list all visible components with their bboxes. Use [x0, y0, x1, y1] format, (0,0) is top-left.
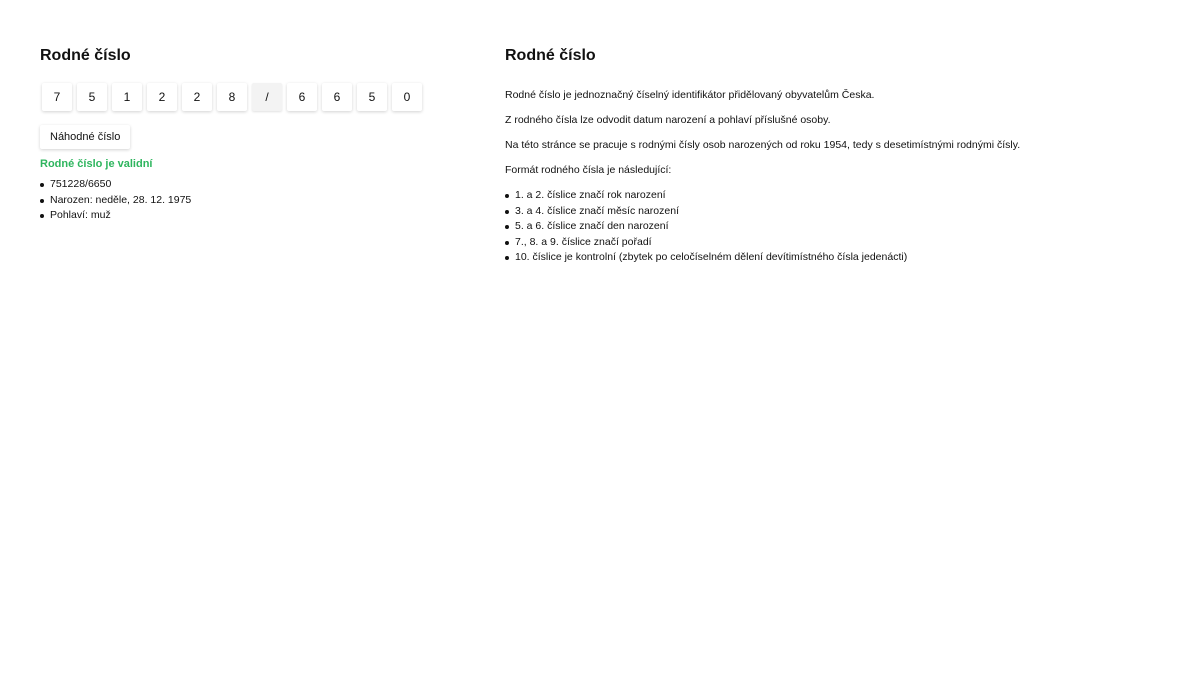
digit-3[interactable]: 1 — [112, 83, 142, 111]
format-item: 3. a 4. číslice značí měsíc narození — [515, 204, 1165, 220]
digit-6[interactable]: 8 — [217, 83, 247, 111]
format-item: 5. a 6. číslice značí den narození — [515, 219, 1165, 235]
digit-5[interactable]: 2 — [182, 83, 212, 111]
info-paragraph-4: Formát rodného čísla je následující: — [505, 164, 672, 176]
digit-7[interactable]: 6 — [287, 83, 317, 111]
digit-2[interactable]: 5 — [77, 83, 107, 111]
detail-gender: Pohlaví: muž — [50, 208, 460, 224]
digit-9[interactable]: 5 — [357, 83, 387, 111]
details-list — [40, 177, 460, 224]
digit-separator: / — [252, 83, 282, 111]
digit-4[interactable]: 2 — [147, 83, 177, 111]
generator-title: Rodné číslo — [40, 47, 131, 64]
format-item: 10. číslice je kontrolní (zbytek po celočíselném dělení devítimístného čísla jedenácti) — [515, 250, 1165, 266]
format-item: 7., 8. a 9. číslice značí pořadí — [515, 235, 1165, 251]
detail-birthdate: Narozen: neděle, 28. 12. 1975 — [50, 193, 460, 209]
format-list — [505, 188, 1165, 266]
info-paragraph-3: Na této stránce se pracuje s rodnými čísly osob narozených od roku 1954, tedy s desetimístnými rodnými čísly. — [505, 139, 1021, 151]
digit-row — [42, 83, 460, 111]
info-title: Rodné číslo — [505, 47, 596, 64]
random-number-button[interactable]: Náhodné číslo — [40, 125, 130, 149]
digit-1[interactable]: 7 — [42, 83, 72, 111]
format-item: 1. a 2. číslice značí rok narození — [515, 188, 1165, 204]
validity-status: Rodné číslo je validní — [40, 158, 153, 170]
generator-panel — [40, 44, 460, 224]
info-paragraph-2: Z rodného čísla lze odvodit datum narození a pohlaví příslušné osoby. — [505, 114, 831, 126]
digit-10[interactable]: 0 — [392, 83, 422, 111]
info-panel — [505, 44, 1165, 266]
digit-8[interactable]: 6 — [322, 83, 352, 111]
info-paragraph-1: Rodné číslo je jednoznačný číselný identifikátor přidělovaný obyvatelům Česka. — [505, 89, 875, 101]
detail-number: 751228/6650 — [50, 177, 460, 193]
